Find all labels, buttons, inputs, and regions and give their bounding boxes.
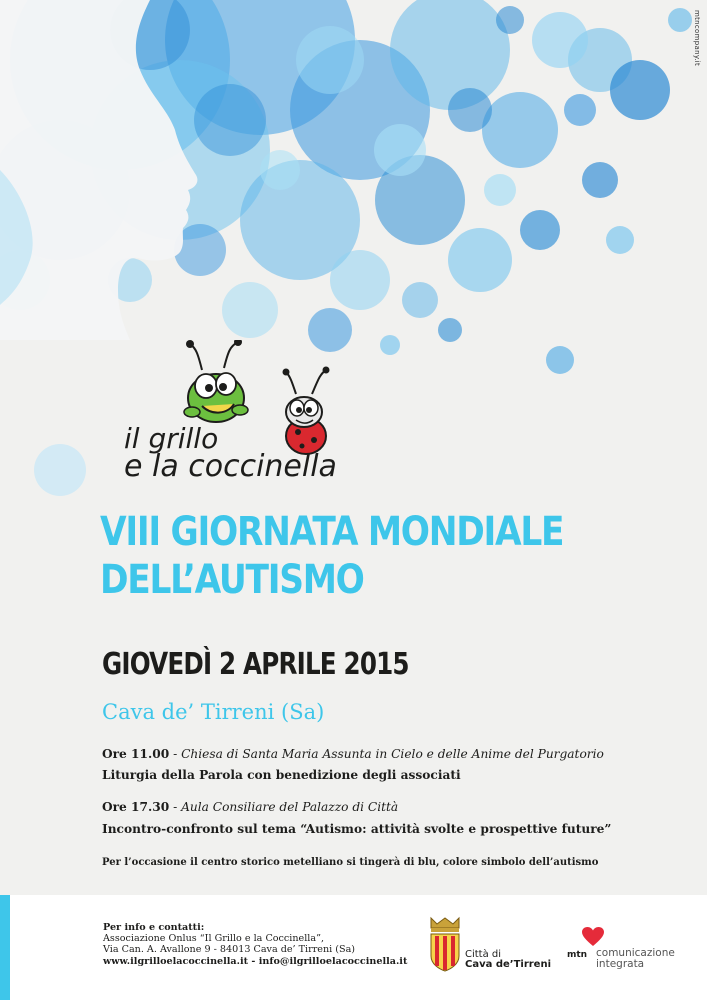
agency-credit: mtncompany.it: [693, 10, 701, 67]
event-title-line1: VIII GIORNATA MONDIALE: [100, 509, 564, 555]
event-date: GIOVEDÌ 2 APRILE 2015: [102, 647, 409, 682]
event2-place: Aula Consiliare del Palazzo di Città: [181, 800, 399, 814]
city-crest-icon: [427, 916, 463, 972]
event1-place: Chiesa di Santa Maria Assunta in Cielo e delle Anime del Purgatorio: [181, 747, 604, 761]
citta-line1: Città di: [465, 949, 502, 960]
city-of-cava-label: [465, 950, 551, 970]
event1-time: Ore 11.00: [102, 747, 170, 761]
event2-time: Ore 17.30: [102, 800, 170, 814]
association-address: Via Can. A. Avallone 9 - 84013 Cava de’ Tirreni (Sa): [103, 944, 356, 956]
mtn-label: mtn: [567, 950, 588, 960]
logo-text-line1: il grillo: [124, 422, 219, 455]
event1-line: [102, 747, 604, 761]
association-name: Associazione Onlus “Il Grillo e la Coccinella”,: [103, 933, 325, 945]
cricket-mascot-icon: [184, 340, 248, 422]
contact-header: Per info e contatti:: [103, 922, 205, 933]
accent-bar: [0, 895, 10, 1000]
event1-description: Liturgia della Parola con benedizione degli associati: [102, 768, 461, 782]
event2-line: [102, 800, 398, 814]
event2-separator: -: [169, 800, 182, 814]
website-email-link[interactable]: www.ilgrilloelacoccinella.it - info@ilgrilloelacoccinella.it: [103, 955, 408, 967]
mtn-subtitle: [596, 948, 675, 969]
event-title-line2: DELL’AUTISMO: [100, 557, 364, 603]
mtn-sub2: integrata: [596, 957, 645, 970]
heart-icon: [582, 927, 604, 947]
ladybug-mascot-icon: [283, 367, 330, 455]
event2-description: Incontro-confronto sul tema “Autismo: attività svolte e prospettive future”: [102, 822, 612, 836]
event1-separator: -: [169, 747, 182, 761]
contact-info: [103, 922, 407, 967]
event-city: Cava de’ Tirreni (Sa): [102, 700, 325, 724]
logo-text-line2: e la coccinella: [124, 449, 337, 484]
mtn-sub1: comunicazione: [596, 947, 675, 959]
citta-line2: Cava de’Tirreni: [465, 959, 552, 970]
occasion-note: Per l’occasione il centro storico metelliano si tingerà di blu, colore simbolo dell’autismo: [102, 857, 599, 868]
